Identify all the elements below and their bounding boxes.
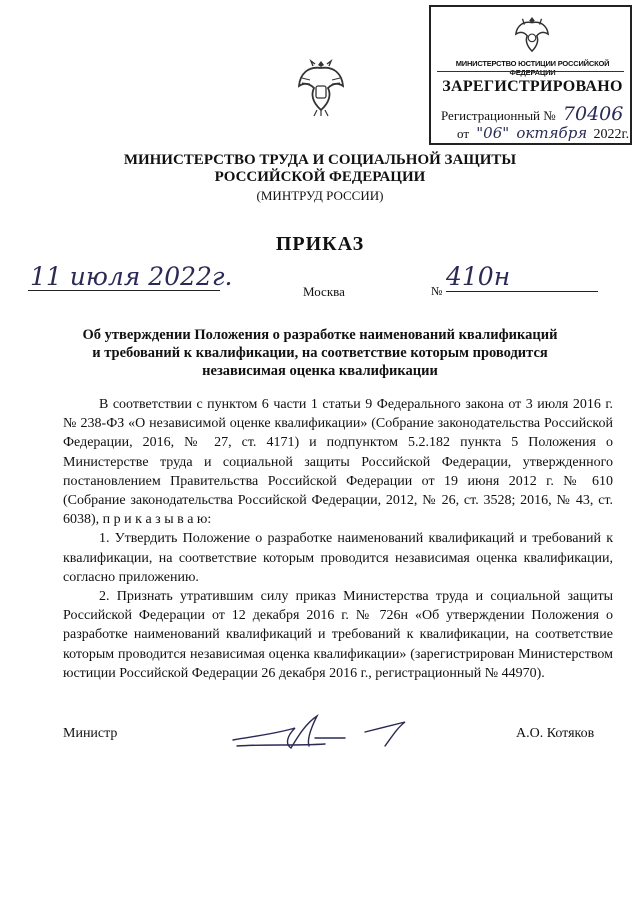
order-number-label: № [431, 284, 443, 298]
stamp-registered: ЗАРЕГИСТРИРОВАНО [442, 78, 623, 95]
order-title: ПРИКАЗ [275, 233, 365, 255]
number-underline [446, 291, 598, 292]
order-heading [60, 326, 580, 380]
stamp-ministry-name: МИНИСТЕРСТВО ЮСТИЦИИ РОССИЙСКОЙ ФЕДЕРАЦИИ [455, 59, 610, 77]
stamp-reg-label: Регистрационный № [441, 108, 556, 123]
handwritten-signature [225, 708, 415, 754]
eagle-emblem-icon [513, 13, 551, 57]
stamp-date-day: "06" [476, 124, 510, 142]
order-number: 410н [446, 262, 511, 291]
body-paragraph-preamble: В соответствии с пунктом 6 части 1 статьи 9 Федерального закона от 3 июля 2016 г. № 238-ФЗ «О независимой оценке квалификации» (Собрание законодательства Российской Федерации, 2016, № 27, ст. 4171) и подпунктом 5.2.182 пункта 5 Положения о Министерстве труда и социальной защиты Российской Федерации, утвержденного постановлением Правительства Российской Федерации от 19 июня 2012 г. № 610 (Собрание законодательства Российской Федерации, 2012, № 26, ст. 3528; 2016, № 43, ст. 6038), п р и к а з ы в а ю: [63, 397, 613, 528]
stamp-divider [437, 71, 624, 72]
stamp-date-prefix: от [457, 126, 470, 141]
order-date: 11 июля 2022г. [30, 262, 233, 291]
ministry-title-line2: РОССИЙСКОЙ ФЕДЕРАЦИИ [214, 169, 426, 185]
date-underline [28, 290, 220, 291]
stamp-date-row [457, 124, 629, 143]
heading-line3: независимая оценка квалификации [202, 363, 438, 379]
stamp-reg-number: 70406 [562, 103, 624, 125]
stamp-reg-row [441, 103, 623, 125]
ministry-title-line1: МИНИСТЕРСТВО ТРУДА И СОЦИАЛЬНОЙ ЗАЩИТЫ [123, 152, 517, 168]
ministry-abbreviation: (МИНТРУД РОССИИ) [256, 188, 384, 203]
body-paragraph-item2: 2. Признать утратившим силу приказ Министерства труда и социальной защиты Российской Федерации от 12 декабря 2016 г. № 726н «Об утверждении Положения о разработке наименований квалификаций и требований к квалификации, на соответствие которым проводится независимая оценка квалификации» (зарегистрирован Министерством юстиции Российской Федерации 26 декабря 2016 г., регистрационный № 44970). [63, 589, 613, 681]
order-city: Москва [303, 284, 345, 299]
stamp-date-month: октября [516, 124, 588, 142]
body-paragraph-item1: 1. Утвердить Положение о разработке наименований квалификаций и требований к квалификации, на соответствие которым проводится независимая оценка квалификации, согласно приложению. [63, 531, 613, 585]
heading-line2: и требований к квалификации, на соответствие которым проводится [92, 345, 548, 361]
signatory-position: Министр [63, 726, 118, 741]
coat-of-arms-icon [296, 58, 346, 118]
registration-stamp [429, 5, 632, 145]
heading-line1: Об утверждении Положения о разработке наименований квалификаций [82, 327, 558, 343]
stamp-date-year: 2022г. [593, 127, 630, 142]
order-body [63, 395, 613, 683]
signatory-name: А.О. Котяков [516, 726, 595, 741]
